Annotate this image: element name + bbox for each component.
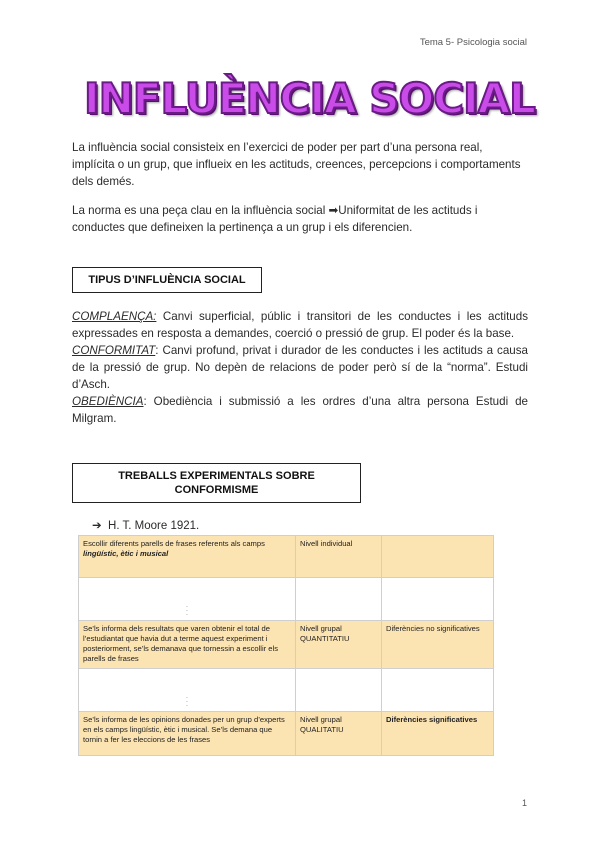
cell-text: QUALITATIU [300, 725, 344, 734]
page-title: INFLUÈNCIA SOCIAL [84, 74, 535, 123]
bullet-moore [92, 518, 199, 532]
definition-text: : Obediència i submissió a les ordres d’una altra persona Estudi de Milgram. [72, 395, 528, 425]
table-cell [296, 669, 382, 712]
table-row [79, 621, 494, 669]
norma-paragraph [72, 202, 528, 236]
table-cell [79, 536, 296, 578]
table-cell [382, 536, 494, 578]
table-cell [296, 621, 382, 669]
page-header: Tema 5- Psicologia social [419, 37, 527, 48]
bullet-text: H. T. Moore 1921. [108, 520, 200, 532]
norma-text-a: La norma es una peça clau en la influència social [72, 204, 329, 217]
cell-text: Escollir diferents parells de frases referents als camps [83, 539, 265, 548]
cell-text: Nivell grupal [300, 715, 342, 724]
table-cell [382, 669, 494, 712]
term-conformitat: CONFORMITAT [72, 344, 156, 357]
table-cell [296, 712, 382, 756]
bullet-arrow-icon: ➔ [92, 520, 102, 532]
table-cell [382, 578, 494, 621]
definition-text: Canvi superficial, públic i transitori de les conductes i les actituds expressades en resposta a demandes, coerció o pressió de grup. El poder és la base. [72, 310, 528, 340]
section-heading-tipus: TIPUS D’INFLUÈNCIA SOCIAL [72, 267, 262, 293]
term-complaenca: COMPLAENÇA: [72, 310, 157, 323]
table-cell [296, 578, 382, 621]
arrow-right-icon: ➡ [328, 204, 339, 217]
table-cell: Diferències no significatives [382, 621, 494, 669]
table-cell: Se’ls informa de les opinions donades per un grup d’experts en els camps lingüístic, ètic i musical. Se’ls demana que tornin a fer les eleccions de les frases [79, 712, 296, 756]
definition-text: : Canvi profund, privat i durador de les conductes i les actituds a causa de la pressió de grup. No depèn de relacions de poder però sí de la “norma”. Estudi d’Asch. [72, 344, 528, 391]
table-row [79, 578, 494, 621]
table-row [79, 669, 494, 712]
definition-complaenca [72, 308, 528, 342]
term-obediencia: OBEDIÈNCIA [72, 395, 144, 408]
table-row [79, 536, 494, 578]
definition-conformitat [72, 342, 528, 393]
section-heading-treballs: TREBALLS EXPERIMENTALS SOBRE CONFORMISME [72, 463, 361, 503]
cell-text: QUANTITATIU [300, 634, 350, 643]
table-cell-dots: · · · [79, 578, 296, 621]
cell-text-bold: lingüístic, ètic i musical [83, 549, 169, 558]
definition-obediencia [72, 393, 528, 427]
table-row [79, 712, 494, 756]
cell-text: Nivell grupal [300, 624, 342, 633]
intro-paragraph: La influència social consisteix en l’exercici de poder per part d’una persona real, implícita o un grup, que influeix en les actituds, creences, percepcions i comportaments dels demés. [72, 141, 521, 188]
table-cell: Nivell individual [296, 536, 382, 578]
norma-text-b: Uniformitat de les actituds i conductes que defineixen la pertinença a un grup i els diferencien. [72, 204, 478, 234]
experiment-table [78, 535, 494, 756]
table-cell: Diferències significatives [382, 712, 494, 756]
definitions-block [72, 308, 528, 427]
table-cell: Se’ls informa dels resultats que varen obtenir el total de l’estudiantat que havia dut a terme aquest experiment i posteriorment, se’ls demanava que tornessin a escollir els parells de frases [79, 621, 296, 669]
page-number: 1 [521, 798, 527, 808]
table-cell-dots: · · · [79, 669, 296, 712]
